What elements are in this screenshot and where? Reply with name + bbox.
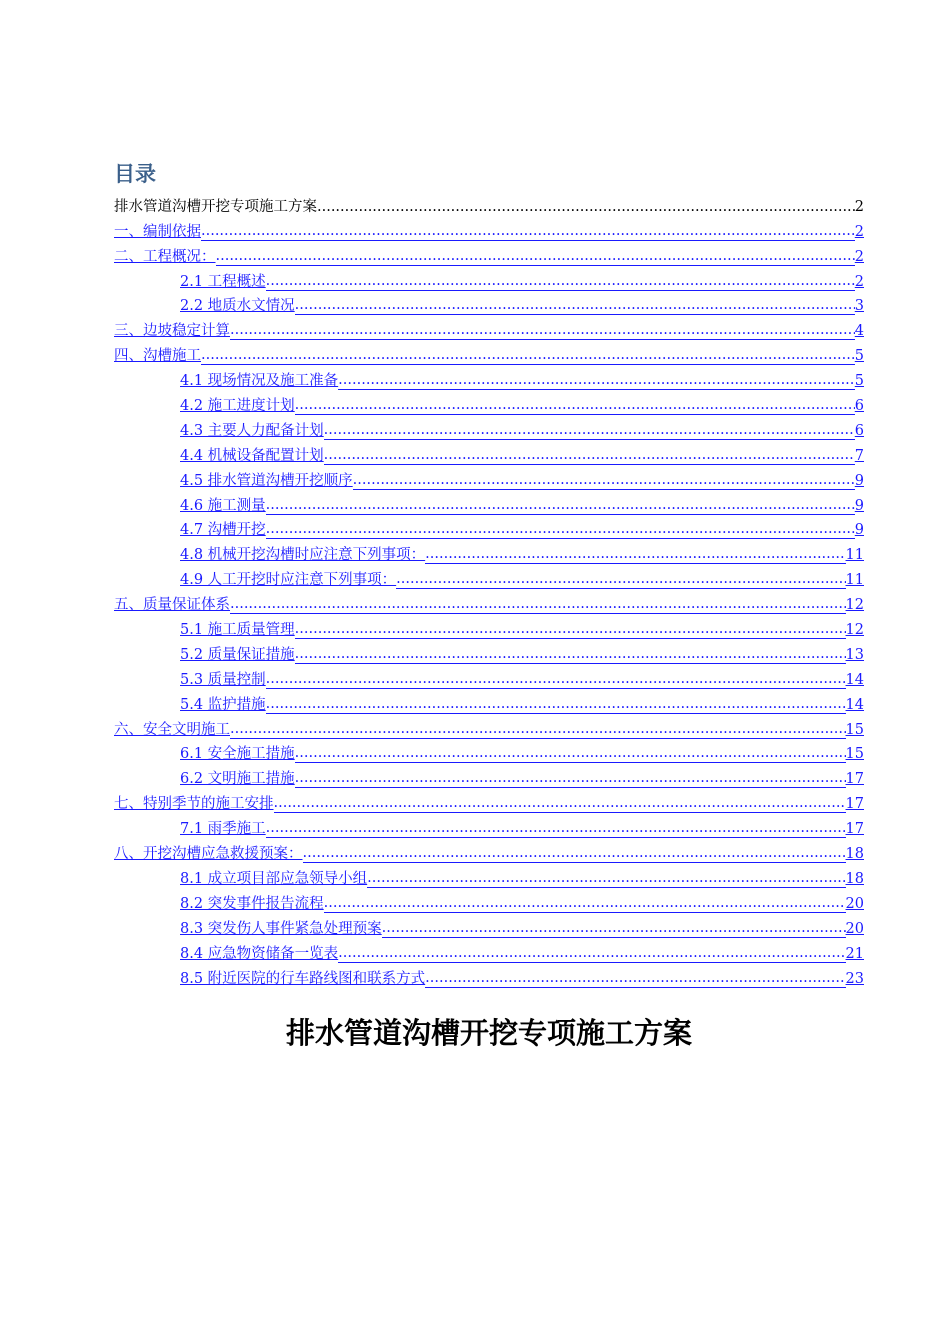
toc-entry-page: 15 [845, 721, 864, 738]
toc-entry-section-4[interactable] [114, 340, 864, 365]
toc-leader [324, 422, 855, 440]
toc-entry-label: 5.4 监护措施 [180, 696, 266, 713]
toc-entry-label: 一、编制依据 [114, 223, 201, 240]
toc-entry-page: 9 [854, 522, 864, 539]
toc-entry-page: 5 [854, 348, 864, 365]
toc-entry-8-4[interactable] [114, 938, 864, 963]
toc-leader [353, 472, 855, 490]
toc-entry-4-1[interactable] [114, 365, 864, 390]
toc-leader [295, 745, 846, 763]
toc-leader [425, 546, 845, 564]
toc-leader [266, 273, 855, 291]
toc-entry-label: 5.2 质量保证措施 [180, 646, 295, 663]
toc-leader [324, 447, 855, 465]
toc-entry-label: 8.2 突发事件报告流程 [180, 895, 324, 912]
toc-leader [201, 223, 855, 241]
toc-entry-6-2[interactable] [114, 763, 864, 788]
toc-entry-page: 17 [845, 771, 864, 788]
toc-entry-label: 4.4 机械设备配置计划 [180, 447, 324, 464]
toc-entry-page: 6 [854, 422, 864, 439]
toc-leader [266, 820, 846, 838]
toc-entry-label: 8.1 成立项目部应急领导小组 [180, 870, 368, 887]
toc-entry-section-7[interactable] [114, 788, 864, 813]
toc-entry-label: 4.3 主要人力配备计划 [180, 422, 324, 439]
toc-entry-label: 五、质量保证体系 [114, 597, 230, 614]
toc-leader [324, 895, 846, 913]
toc-entry-section-2[interactable] [114, 241, 864, 266]
toc-entry-label: 5.3 质量控制 [180, 671, 266, 688]
toc-entry-label: 4.1 现场情况及施工准备 [180, 373, 339, 390]
toc-entry-5-1[interactable] [114, 614, 864, 639]
toc-leader [295, 770, 846, 788]
toc-entry-label: 四、沟槽施工 [114, 348, 201, 365]
toc-entry-5-4[interactable] [114, 689, 864, 714]
toc-entry-label: 七、特别季节的施工安排 [114, 796, 274, 813]
toc-entry-page: 20 [845, 895, 864, 912]
toc-entry-label: 8.3 突发伤人事件紧急处理预案 [180, 920, 382, 937]
toc-leader [382, 920, 846, 938]
toc-entry-8-2[interactable] [114, 888, 864, 913]
toc-leader [201, 347, 855, 365]
toc-entry-page: 7 [854, 447, 864, 464]
toc-entry-page: 9 [854, 497, 864, 514]
toc-entry-page: 2 [854, 248, 864, 265]
toc-entry-section-1[interactable] [114, 216, 864, 241]
toc-entry-page: 6 [854, 398, 864, 415]
toc-entry-page: 17 [845, 821, 864, 838]
toc-leader [274, 795, 846, 813]
toc-leader [266, 696, 846, 714]
toc-entry-label: 2.2 地质水文情况 [180, 298, 295, 315]
toc-entry-4-5[interactable] [114, 465, 864, 490]
toc-entry-page: 4 [854, 323, 864, 340]
toc-entry-label: 6.2 文明施工措施 [180, 771, 295, 788]
toc-entry-page: 2 [854, 223, 864, 240]
toc-leader [295, 621, 846, 639]
toc-leader [338, 945, 845, 963]
toc-entry-label: 六、安全文明施工 [114, 721, 230, 738]
toc-entry-4-4[interactable] [114, 440, 864, 465]
toc-entry-4-9[interactable] [114, 564, 864, 589]
toc-leader [295, 297, 855, 315]
toc-entry-8-5[interactable] [114, 963, 864, 988]
toc-entry-label: 5.1 施工质量管理 [180, 622, 295, 639]
toc-entry-document[interactable] [114, 191, 864, 216]
toc-entry-page: 5 [854, 373, 864, 390]
toc-leader [295, 646, 846, 664]
toc-leader [266, 521, 855, 539]
toc-entry-page: 13 [845, 646, 864, 663]
toc-entry-8-3[interactable] [114, 913, 864, 938]
toc-leader [396, 571, 845, 589]
toc-leader [216, 248, 855, 266]
toc-leader [425, 970, 845, 988]
toc-entry-page: 12 [845, 597, 864, 614]
toc-entry-page: 17 [845, 796, 864, 813]
toc-entry-4-3[interactable] [114, 415, 864, 440]
toc-entry-label: 4.6 施工测量 [180, 497, 266, 514]
toc-entry-8-1[interactable] [114, 863, 864, 888]
toc-leader [230, 596, 846, 614]
toc-entry-4-2[interactable] [114, 390, 864, 415]
toc-entry-page: 18 [845, 870, 864, 887]
toc-entry-4-6[interactable] [114, 490, 864, 515]
toc-entry-page: 14 [845, 671, 864, 688]
toc-entry-page: 15 [845, 746, 864, 763]
toc-leader [230, 721, 846, 739]
toc-entry-label: 4.9 人工开挖时应注意下列事项： [180, 572, 397, 589]
toc-entry-5-2[interactable] [114, 639, 864, 664]
toc-entry-section-5[interactable] [114, 589, 864, 614]
toc-entry-7-1[interactable] [114, 813, 864, 838]
toc-entry-page: 12 [845, 622, 864, 639]
toc-leader [230, 322, 855, 340]
toc-entry-label: 排水管道沟槽开挖专项施工方案 [114, 198, 317, 215]
toc-entry-label: 6.1 安全施工措施 [180, 746, 295, 763]
toc-entry-page: 2 [854, 273, 864, 290]
toc-entry-page: 9 [854, 472, 864, 489]
toc-entry-section-3[interactable] [114, 315, 864, 340]
toc-entry-label: 8.5 附近医院的行车路线图和联系方式 [180, 970, 426, 987]
toc-entry-label: 4.8 机械开挖沟槽时应注意下列事项： [180, 547, 426, 564]
toc-entry-label: 八、开挖沟槽应急救援预案： [114, 846, 303, 863]
toc-leader [317, 198, 855, 216]
toc-leader [303, 845, 846, 863]
toc-entry-page: 20 [845, 920, 864, 937]
toc-entry-2-1[interactable] [114, 266, 864, 291]
toc-heading: 目录 [114, 162, 156, 186]
toc-entry-2-2[interactable] [114, 291, 864, 316]
toc-entry-page: 18 [845, 846, 864, 863]
toc-entry-4-8[interactable] [114, 539, 864, 564]
toc-entry-label: 二、工程概况： [114, 248, 216, 265]
toc-entry-label: 4.7 沟槽开挖 [180, 522, 266, 539]
toc-entry-5-3[interactable] [114, 664, 864, 689]
toc-entry-page: 23 [845, 970, 864, 987]
toc-entry-6-1[interactable] [114, 739, 864, 764]
toc-entry-page: 14 [845, 696, 864, 713]
toc-entry-label: 三、边坡稳定计算 [114, 323, 230, 340]
toc-entry-label: 4.5 排水管道沟槽开挖顺序 [180, 472, 353, 489]
document-title: 排水管道沟槽开挖专项施工方案 [285, 1016, 692, 1050]
toc-leader [266, 671, 846, 689]
toc-entry-page: 21 [845, 945, 864, 962]
toc-entry-page: 11 [845, 572, 864, 589]
toc-entry-label: 7.1 雨季施工 [180, 821, 266, 838]
toc-entry-section-6[interactable] [114, 714, 864, 739]
toc-entry-4-7[interactable] [114, 515, 864, 540]
toc-leader [295, 397, 855, 415]
toc-entry-page: 11 [845, 547, 864, 564]
toc-entry-section-8[interactable] [114, 838, 864, 863]
toc-entry-label: 8.4 应急物资储备一览表 [180, 945, 339, 962]
toc-leader [266, 497, 855, 515]
toc-leader [367, 870, 845, 888]
table-of-contents [114, 191, 864, 988]
toc-entry-page: 3 [854, 298, 864, 315]
toc-entry-page: 2 [854, 198, 864, 215]
toc-entry-label: 2.1 工程概述 [180, 273, 266, 290]
toc-entry-label: 4.2 施工进度计划 [180, 398, 295, 415]
toc-leader [338, 372, 855, 390]
